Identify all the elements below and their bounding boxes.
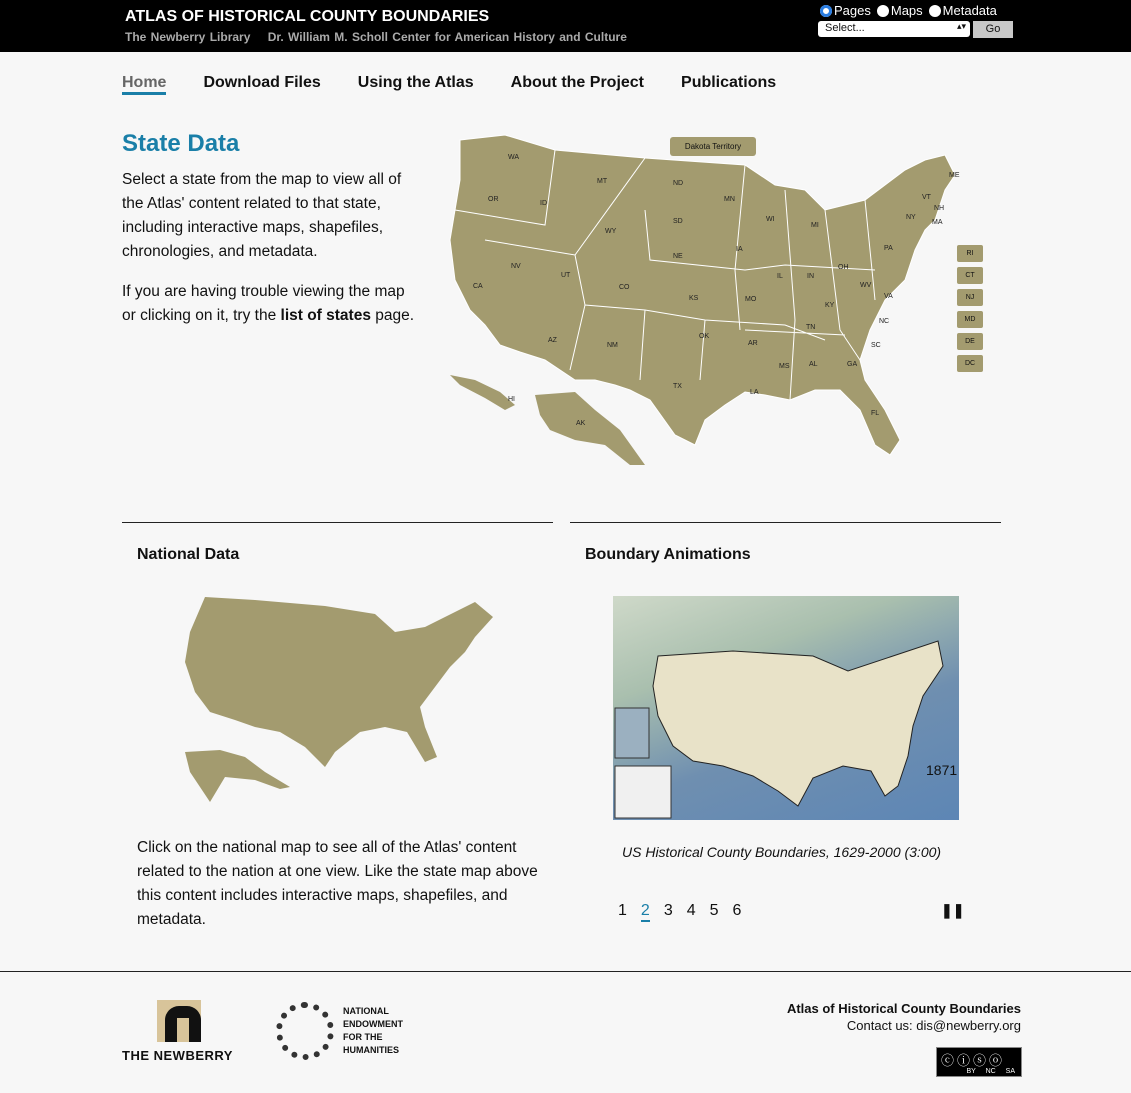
state-button-ct[interactable]: CT <box>957 267 983 284</box>
page-1[interactable]: 1 <box>618 902 627 919</box>
radio-maps[interactable] <box>877 3 923 18</box>
page-4[interactable]: 4 <box>686 902 696 919</box>
state-mt[interactable]: MT <box>597 178 608 185</box>
footer-title: Atlas of Historical County Boundaries <box>786 1001 1021 1016</box>
contact-link[interactable]: Contact us: dis@newberry.org <box>846 1018 1021 1033</box>
state-wi[interactable]: WI <box>766 216 775 223</box>
radio-icon <box>929 5 941 17</box>
radio-icon <box>877 5 889 17</box>
state-ak[interactable]: AK <box>576 420 586 427</box>
state-button-dc[interactable]: DC <box>957 355 983 372</box>
header <box>0 0 1131 52</box>
state-az[interactable]: AZ <box>548 337 557 344</box>
divider <box>570 522 1001 523</box>
go-button[interactable]: Go <box>973 21 1013 38</box>
state-oh[interactable]: OH <box>838 264 849 271</box>
state-button-nj[interactable]: NJ <box>957 289 983 306</box>
state-il[interactable]: IL <box>777 273 783 280</box>
state-ky[interactable]: KY <box>825 302 835 309</box>
national-data-title: National Data <box>137 546 240 563</box>
national-map[interactable] <box>175 592 495 802</box>
state-sc[interactable]: SC <box>871 342 881 349</box>
text: If you are having trouble viewing the map or clicking on it, try the <box>122 283 405 324</box>
divider <box>122 522 553 523</box>
radio-label: Pages <box>834 3 871 18</box>
text: page. <box>370 307 415 324</box>
select-value: Select... <box>825 22 865 34</box>
animation-caption: US Historical County Boundaries, 1629-2000 (3:00) <box>622 844 942 860</box>
neh-logo[interactable]: NATIONAL ENDOWMENT FOR THE HUMANITIES <box>343 1006 403 1055</box>
state-ut[interactable]: UT <box>561 272 571 279</box>
radio-label: Metadata <box>942 3 997 18</box>
radio-metadata[interactable] <box>929 3 997 18</box>
state-button-ri[interactable]: RI <box>957 245 983 262</box>
county-map-frame <box>613 596 959 820</box>
state-nc[interactable]: NC <box>879 318 890 325</box>
animation-year: 1871 <box>926 762 958 778</box>
state-ne[interactable]: NE <box>673 253 683 260</box>
state-mo[interactable]: MO <box>745 296 757 303</box>
state-ma[interactable]: MA <box>932 219 943 226</box>
nav-download-files[interactable]: Download Files <box>203 74 321 91</box>
state-wv[interactable]: WV <box>860 282 872 289</box>
cc-icon: ⓒⓘⓢⓞ <box>941 1053 1006 1068</box>
radio-icon <box>820 5 832 17</box>
state-co[interactable]: CO <box>619 284 630 291</box>
site-title[interactable]: ATLAS OF HISTORICAL COUNTY BOUNDARIES <box>125 8 490 25</box>
state-fl[interactable]: FL <box>871 410 880 417</box>
state-dakota-territory[interactable]: Dakota Territory <box>670 137 756 156</box>
newberry-logo-icon <box>157 1000 201 1042</box>
state-me[interactable]: ME <box>949 172 960 179</box>
state-va[interactable]: VA <box>884 293 893 300</box>
state-ia[interactable]: IA <box>736 246 743 253</box>
state-in[interactable]: IN <box>807 273 814 280</box>
state-nv[interactable]: NV <box>511 263 521 270</box>
updown-icon: ▴▾ <box>956 21 966 31</box>
page-2[interactable]: 2 <box>641 902 650 922</box>
animation-pagination <box>618 902 741 922</box>
state-tx[interactable]: TX <box>673 383 682 390</box>
trouble-text <box>122 280 422 328</box>
state-tn[interactable]: TN <box>806 324 816 331</box>
boundary-animation-video[interactable] <box>613 596 959 820</box>
state-wy[interactable]: WY <box>605 228 617 235</box>
state-intro <box>122 168 422 344</box>
state-ok[interactable]: OK <box>699 333 710 340</box>
page-5[interactable]: 5 <box>709 902 719 919</box>
nav-about[interactable]: About the Project <box>510 74 645 91</box>
radio-label: Maps <box>890 3 923 18</box>
state-hi[interactable]: HI <box>508 396 515 403</box>
radio-pages[interactable] <box>820 3 871 18</box>
state-nm[interactable]: NM <box>607 342 618 349</box>
newberry-logo[interactable]: THE NEWBERRY <box>122 1048 233 1063</box>
pause-icon[interactable]: ❚❚ <box>941 902 965 918</box>
state-id[interactable]: ID <box>540 200 547 207</box>
state-pa[interactable]: PA <box>884 245 893 252</box>
site-subtitle: The Newberry Library Dr. William M. Scholl Center for American History and Culture <box>125 30 627 44</box>
search-type <box>820 3 997 18</box>
select-dropdown[interactable] <box>818 21 970 37</box>
boundary-animations-title: Boundary Animations <box>585 546 751 563</box>
state-button-de[interactable]: DE <box>957 333 983 350</box>
state-al[interactable]: AL <box>809 361 818 368</box>
state-sd[interactable]: SD <box>673 218 683 225</box>
state-wa[interactable]: WA <box>508 154 520 161</box>
state-nd[interactable]: ND <box>673 180 684 187</box>
state-ga[interactable]: GA <box>847 361 858 368</box>
state-or[interactable]: OR <box>488 196 499 203</box>
license-text: BY NC SA <box>966 1068 1015 1075</box>
page-3[interactable]: 3 <box>663 902 673 919</box>
state-ms[interactable]: MS <box>779 363 790 370</box>
state-ar[interactable]: AR <box>748 340 758 347</box>
state-mn[interactable]: MN <box>724 196 735 203</box>
cc-license-badge[interactable] <box>936 1047 1022 1077</box>
neh-logo-icon <box>276 1002 334 1060</box>
state-la[interactable]: LA <box>750 389 759 396</box>
state-vt[interactable]: VT <box>922 194 931 201</box>
list-of-states-link[interactable]: list of states <box>280 307 371 324</box>
state-nh[interactable]: NH <box>934 205 945 212</box>
nav-using-atlas[interactable]: Using the Atlas <box>357 74 474 91</box>
state-ny[interactable]: NY <box>906 214 916 221</box>
main-nav <box>122 74 776 95</box>
state-ca[interactable]: CA <box>473 283 483 290</box>
nav-home[interactable]: Home <box>122 74 166 95</box>
national-text: Click on the national map to see all of the Atlas' content related to the nation at one view. Like the state map above this content includes interactive maps, shapefiles, and metadata. <box>137 839 538 928</box>
intro-text: Select a state from the map to view all of the Atlas' content related to that state, including interactive maps, shapefiles, chronologies, and metadata. <box>122 171 402 260</box>
footer-divider <box>0 971 1131 972</box>
footer-info <box>787 1000 1021 1034</box>
page-6[interactable]: 6 <box>732 902 742 919</box>
state-ks[interactable]: KS <box>689 295 699 302</box>
state-button-md[interactable]: MD <box>957 311 983 328</box>
state-mi[interactable]: MI <box>811 222 819 229</box>
state-data-title: State Data <box>122 130 240 157</box>
us-state-map[interactable] <box>445 130 1005 475</box>
nav-publications[interactable]: Publications <box>681 74 777 91</box>
